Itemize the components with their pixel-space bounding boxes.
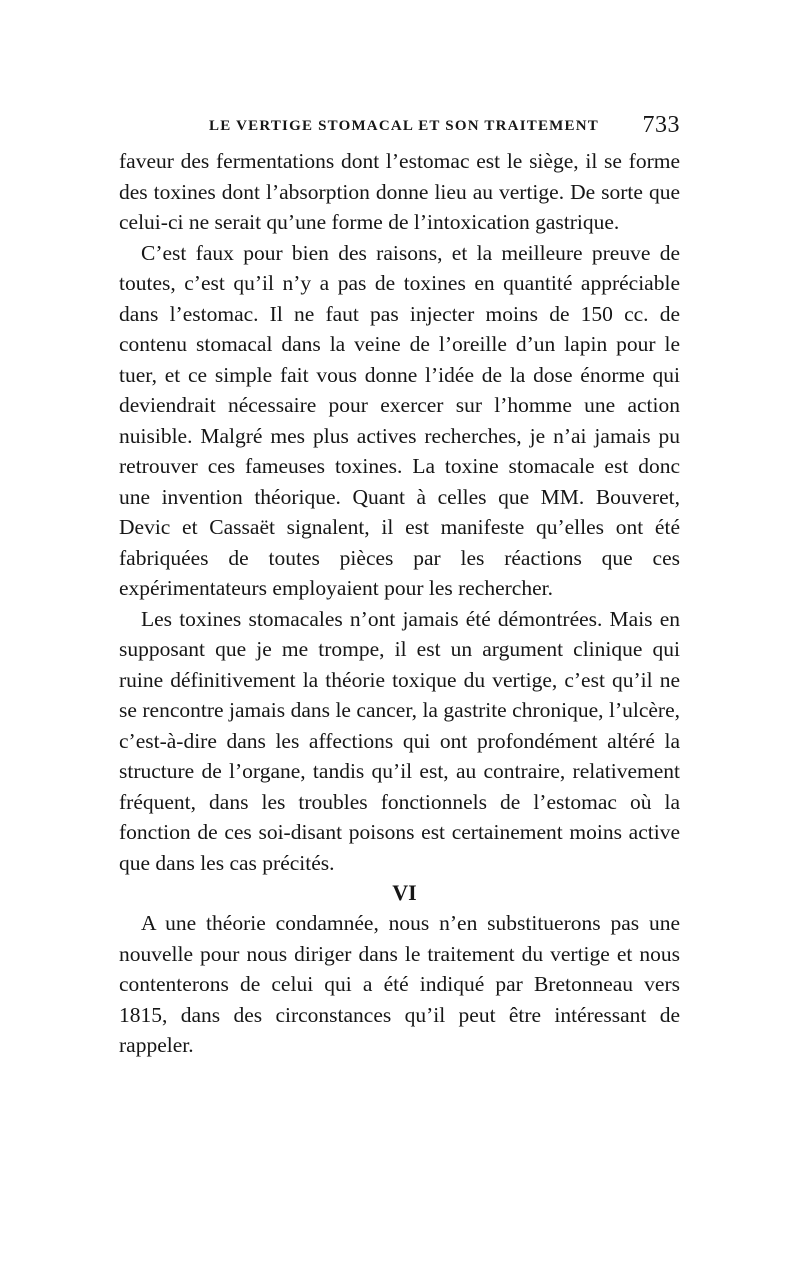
body-text bbox=[119, 146, 680, 1061]
page-header bbox=[119, 112, 680, 142]
section-heading: VI bbox=[392, 880, 417, 905]
page-number: 733 bbox=[642, 112, 680, 138]
running-title: LE VERTIGE STOMACAL ET SON TRAITEMENT bbox=[209, 118, 599, 134]
paragraph: Les toxines stomacales n’ont jamais été démontrées. Mais en supposant que je me trompe, il est un argument clinique qui ruine définitivement la théorie toxique du vertige, c’est qu’il ne se rencontre jamais dans le cancer, la gastrite chronique, l’ulcère, c’est-à-dire dans les affections qui ont profondément altéré la structure de l’organe, tandis qu’il est, au contraire, relativement fréquent, dans les troubles fonctionnels de l’estomac où la fonction de ces soi-disant poisons est certainement moins active que dans les cas précités. bbox=[119, 606, 680, 875]
book-page bbox=[119, 0, 680, 1262]
paragraph: A une théorie condamnée, nous n’en substituerons pas une nouvelle pour nous diriger dans le traitement du vertige et nous contenterons de celui qui a été indiqué par Bretonneau vers 1815, dans des circonstances qu’il peut être intéressant de rappeler. bbox=[119, 911, 680, 1057]
paragraph: C’est faux pour bien des raisons, et la meilleure preuve de toutes, c’est qu’il n’y a pas de toxines en quantité appréciable dans l’estomac. Il ne faut pas injecter moins de 150 cc. de contenu stomacal dans la veine de l’oreille d’un lapin pour le tuer, et ce simple fait vous donne l’idée de la dose énorme qui deviendrait nécessaire pour exercer sur l’homme une action nuisible. Malgré mes plus actives recherches, je n’ai jamais pu retrouver ces fameuses toxines. La toxine stomacale est donc une invention théorique. Quant à celles que MM. Bouveret, Devic et Cassaët signalent, il est manifeste qu’elles ont été fabriquées de toutes pièces par les réactions que ces expérimentateurs employaient pour les rechercher. bbox=[119, 240, 680, 600]
paragraph-continued: faveur des fermentations dont l’estomac est le siège, il se forme des toxines dont l’absorption donne lieu au vertige. De sorte que celui-ci ne serait qu’une forme de l’intoxication gastrique. bbox=[119, 149, 680, 234]
